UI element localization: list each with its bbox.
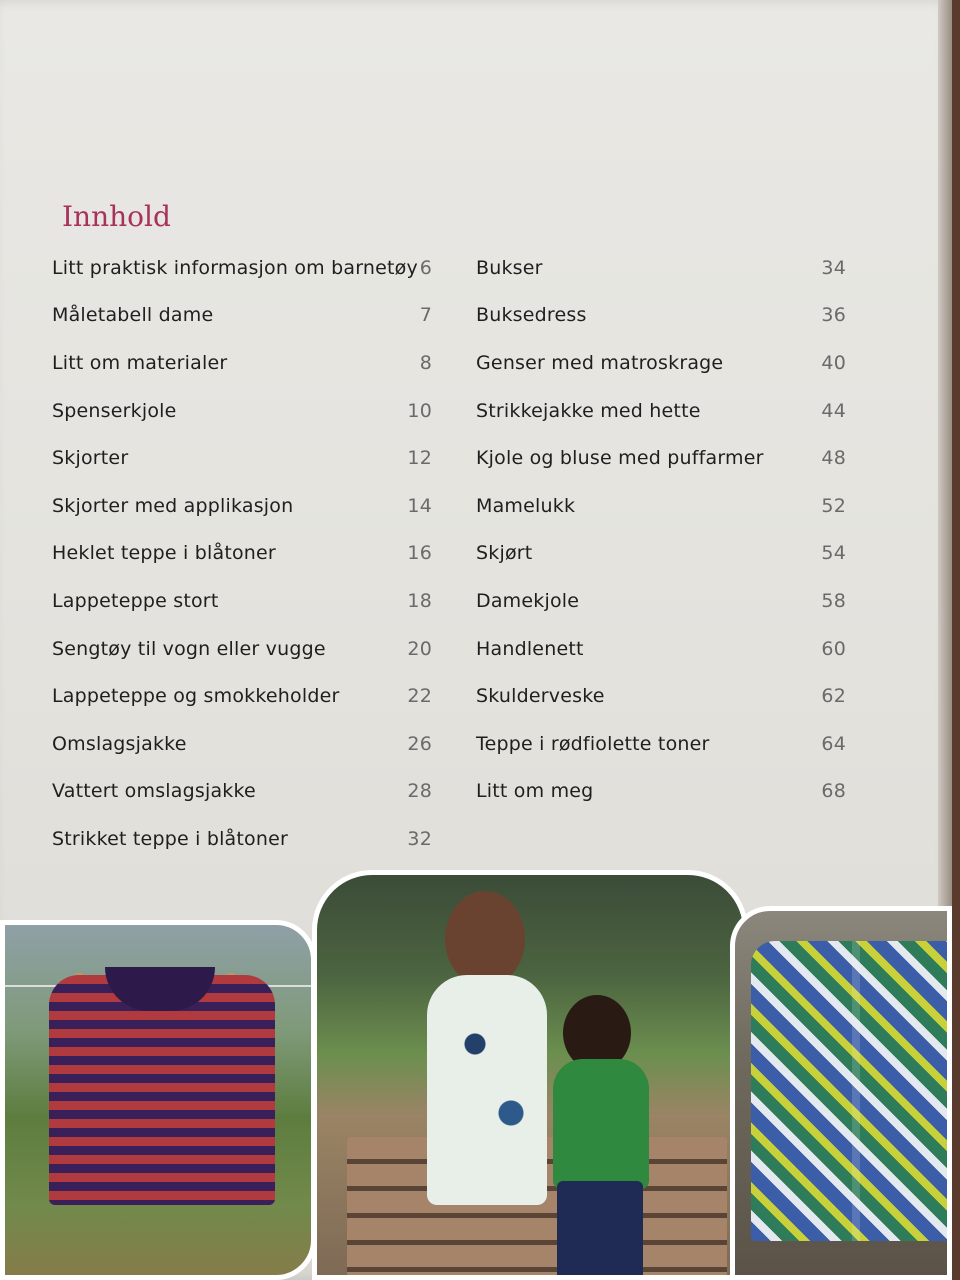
toc-entry — [52, 387, 432, 435]
toc-entry-page: 26 — [407, 732, 432, 755]
toc-entry-page: 16 — [407, 542, 432, 565]
photo-patchwork-quilt — [730, 906, 952, 1280]
toc-entry-label: Skjorter med applikasjon — [52, 494, 294, 517]
toc-entry — [476, 434, 846, 482]
photo-strip — [0, 868, 952, 1280]
toc-entry — [476, 482, 846, 530]
girl-in-floral-dress — [427, 975, 547, 1205]
toc-entry — [476, 625, 846, 673]
toc-entry — [476, 672, 846, 720]
toc-entry — [52, 292, 432, 340]
toc-entry-page: 60 — [821, 637, 846, 660]
toc-entry — [476, 339, 846, 387]
toc-entry — [476, 292, 846, 340]
toc-entry-page: 58 — [821, 589, 846, 612]
toc-entry-page: 14 — [407, 494, 432, 517]
toc-entry — [476, 577, 846, 625]
patchwork-quilt — [751, 941, 952, 1241]
boy-trousers — [557, 1181, 643, 1280]
toc-entry-page: 7 — [419, 304, 432, 327]
toc-entry-label: Handlenett — [476, 637, 584, 660]
toc-entry-label: Litt praktisk informasjon om barnetøy — [52, 256, 418, 279]
toc-entry-page: 20 — [407, 637, 432, 660]
toc-entry — [52, 672, 432, 720]
girl-head — [445, 891, 525, 987]
boy-green-top — [553, 1059, 649, 1189]
toc-entry-label: Skulderveske — [476, 685, 605, 708]
toc-entry — [52, 482, 432, 530]
toc-entry-label: Litt om meg — [476, 780, 594, 803]
toc-entry-label: Måletabell dame — [52, 304, 214, 327]
toc-entry-label: Buksedress — [476, 304, 587, 327]
toc-entry-page: 48 — [821, 447, 846, 470]
toc-entry-page: 12 — [407, 447, 432, 470]
toc-entry-page: 22 — [407, 685, 432, 708]
toc-entry-label: Strikket teppe i blåtoner — [52, 827, 289, 850]
toc-entry — [52, 720, 432, 768]
toc-entry-page: 28 — [407, 780, 432, 803]
toc-entry — [52, 244, 432, 292]
toc-entry-page: 8 — [419, 351, 432, 374]
toc-entry-label: Litt om materialer — [52, 351, 228, 374]
toc-entry-page: 36 — [821, 304, 846, 327]
toc-entry-label: Lappeteppe og smokkeholder — [52, 685, 340, 708]
toc-entry — [52, 768, 432, 816]
toc-column-right — [476, 244, 846, 815]
toc-entry — [52, 625, 432, 673]
toc-entry — [52, 339, 432, 387]
toc-entry-page: 34 — [821, 256, 846, 279]
toc-title: Innhold — [62, 200, 171, 233]
toc-entry-label: Vattert omslagsjakke — [52, 780, 256, 803]
toc-entry-page: 64 — [821, 732, 846, 755]
toc-entry-label: Skjørt — [476, 542, 533, 565]
toc-entry-label: Sengtøy til vogn eller vugge — [52, 637, 326, 660]
toc-entry — [476, 530, 846, 578]
toc-entry-page: 52 — [821, 494, 846, 517]
toc-entry-label: Skjorter — [52, 447, 129, 470]
toc-entry — [476, 768, 846, 816]
toc-entry — [52, 530, 432, 578]
toc-entry-page: 32 — [407, 827, 432, 850]
toc-entry — [476, 244, 846, 292]
toc-entry-page: 40 — [821, 351, 846, 374]
toc-entry-page: 10 — [407, 399, 432, 422]
toc-entry — [52, 815, 432, 863]
toc-entry-label: Bukser — [476, 256, 543, 279]
toc-entry — [52, 577, 432, 625]
toc-entry-label: Damekjole — [476, 589, 580, 612]
toc-entry-page: 44 — [821, 399, 846, 422]
toc-entry-label: Teppe i rødfiolette toner — [476, 732, 710, 755]
toc-entry-page: 62 — [821, 685, 846, 708]
toc-entry-page: 54 — [821, 542, 846, 565]
photo-children-on-bench — [312, 870, 748, 1280]
toc-entry-label: Heklet teppe i blåtoner — [52, 542, 276, 565]
toc-entry-label: Kjole og bluse med puffarmer — [476, 447, 764, 470]
toc-entry-label: Strikkejakke med hette — [476, 399, 701, 422]
toc-entry-label: Lappeteppe stort — [52, 589, 219, 612]
toc-entry — [476, 720, 846, 768]
toc-entry — [52, 434, 432, 482]
toc-column-left — [52, 244, 432, 863]
toc-entry-page: 18 — [407, 589, 432, 612]
toc-entry-page: 68 — [821, 780, 846, 803]
toc-entry-label: Spenserkjole — [52, 399, 177, 422]
photo-striped-sweater — [0, 920, 316, 1280]
toc-entry-page: 6 — [419, 256, 432, 279]
toc-entry — [476, 387, 846, 435]
toc-entry-label: Genser med matroskrage — [476, 351, 724, 374]
toc-entry-label: Mamelukk — [476, 494, 576, 517]
toc-entry-label: Omslagsjakke — [52, 732, 187, 755]
